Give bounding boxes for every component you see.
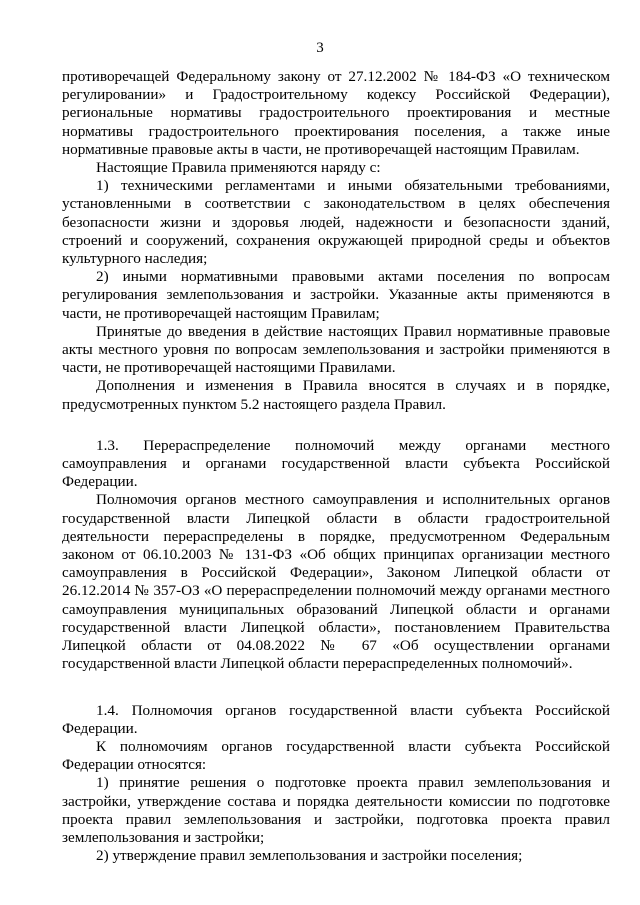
section-gap <box>62 414 610 437</box>
powers-item-1: 1) принятие решения о подготовке проекта правил землепользования и застройки, утверждение состава и порядка деятельности комиссии по подготовке проекта правил землепользования и застройки, подготовка проекта правил землепользования и застройки; <box>62 774 610 846</box>
powers-item-2: 2) утверждение правил землепользования и застройки поселения; <box>96 847 523 865</box>
paragraph-continuation: противоречащей Федеральному закону от 27.12.2002 № 184-ФЗ «О техническом регулировании» и Градостроительному кодексу Российской Федерации), региональные нормативы градостроительного проектирования и местные нормативы градостроительного проектирования поселения, а также иные нормативные правовые акты в части, не противоречащей настоящим Правилам. <box>62 68 610 158</box>
list-item-2: 2) иными нормативными правовыми актами поселения по вопросам регулирования землепользования и застройки. Указанные акты применяются в части, не противоречащей настоящим Правилам; <box>62 268 610 322</box>
paragraph-amendments: Дополнения и изменения в Правила вносятся в случаях и в порядке, предусмотренных пунктом 5.2 настоящего раздела Правил. <box>62 377 610 413</box>
section-heading-1-4: 1.4. Полномочия органов государственной власти субъекта Российской Федерации. <box>62 701 610 737</box>
document-body <box>62 68 610 865</box>
list-item-1: 1) техническими регламентами и иными обязательными требованиями, установленными в соответствии с законодательством в целях обеспечения безопасности жизни и здоровья людей, надежности и безопасности зданий, строений и сооружений, сохранения окружающей природной среды и объектов культурного наследия; <box>62 177 610 268</box>
paragraph-prior-acts: Принятые до введения в действие настоящих Правил нормативные правовые акты местного уровня по вопросам землепользования и застройки применяются в части, не противоречащей настоящими Правилами. <box>62 322 610 377</box>
paragraph-powers-intro: К полномочиям органов государственной власти субъекта Российской Федерации относятся: <box>62 737 610 774</box>
section-heading-1-3: 1.3. Перераспределение полномочий между органами местного самоуправления и органами государственной власти субъекта Российской Федерации. <box>62 436 610 491</box>
section-gap <box>62 674 610 702</box>
page-number: 3 <box>316 40 324 56</box>
paragraph-redistribution: Полномочия органов местного самоуправления и исполнительных органов государственной власти Липецкой области в области градостроительной деятельности перераспределены в порядке, предусмотренном Федеральным законом от 06.10.2003 № 131-ФЗ «Об общих принципах организации местного самоуправления в Российской Федерации», Законом Липецкой области от 26.12.2014 № 357-ОЗ «О перераспределении полномочий между органами местного самоуправления муниципальных образований Липецкой области и органами государственной власти Липецкой области», постановлением Правительства Липецкой области от 04.08.2022 № 67 «Об осуществлении органами государственной власти Липецкой области перераспределенных полномочий». <box>62 491 610 673</box>
paragraph-rules-applied: Настоящие Правила применяются наряду с: <box>96 159 381 177</box>
